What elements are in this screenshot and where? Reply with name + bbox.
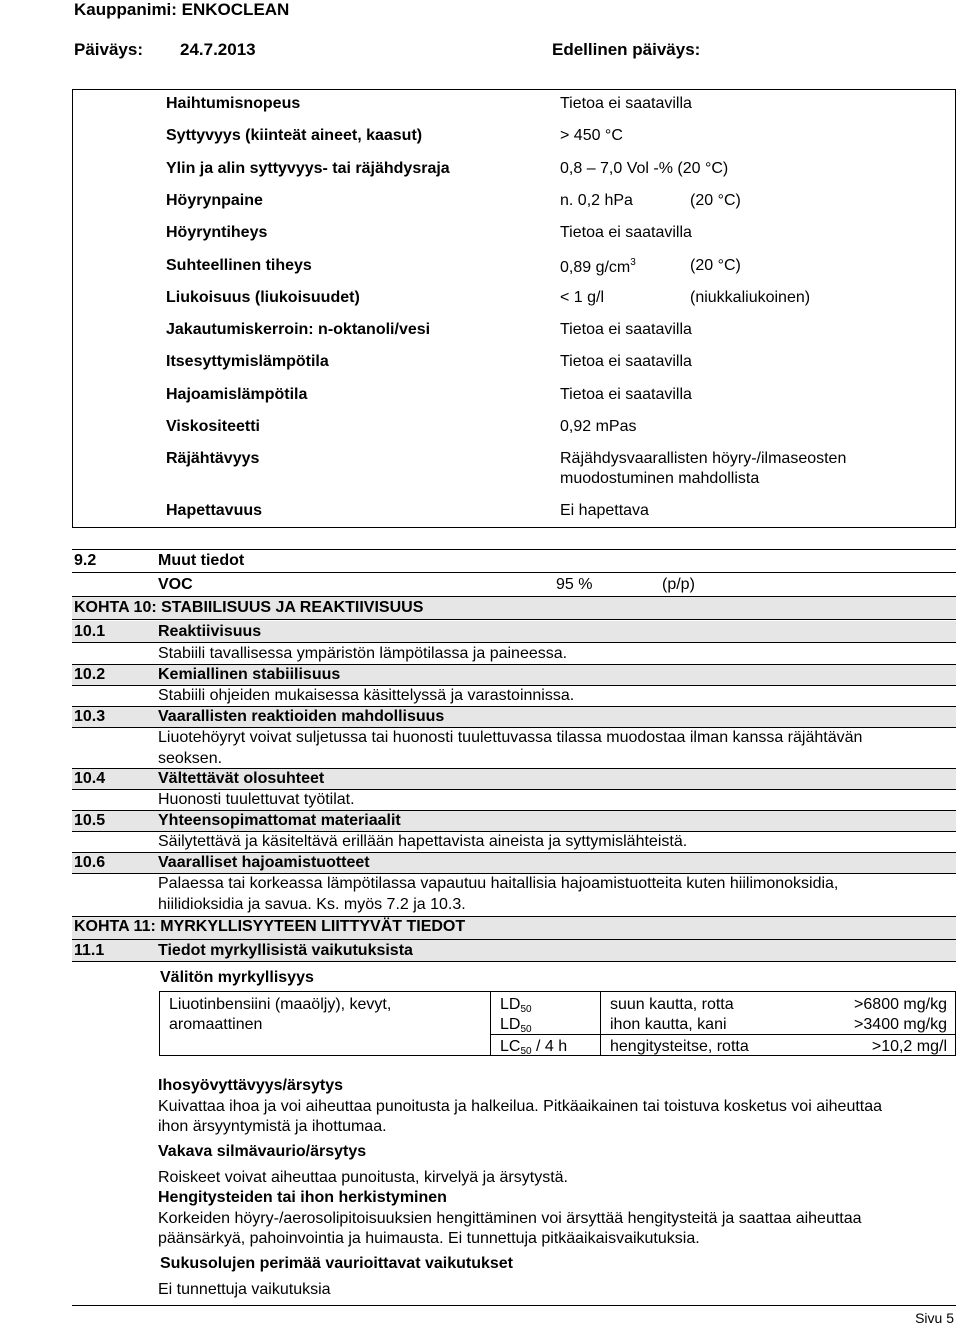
effect-title: Sukusolujen perimää vaurioittavat vaikutukset [160, 1255, 514, 1272]
tox-route: suun kautta, rotta [610, 996, 734, 1013]
section-title: Muut tiedot [158, 552, 245, 569]
property-value: 0,8 – 7,0 Vol -% (20 °C) [560, 160, 729, 177]
subsection-number: 10.5 [74, 812, 106, 829]
property-label: Viskositeetti [166, 418, 260, 435]
property-value: 0,92 mPas [560, 418, 637, 435]
tox-test-subscript: 50 [520, 1046, 532, 1057]
tox-test [500, 996, 532, 1015]
tox-test-name: LC [500, 1038, 521, 1055]
property-value: Tietoa ei saatavilla [560, 95, 692, 112]
subsection-title: Yhteensopimattomat materiaalit [158, 812, 401, 829]
tox-route: ihon kautta, kani [610, 1016, 727, 1033]
subsection-text: Säilytettävä ja käsiteltävä erillään hapettavista aineista ja syttymislähteistä. [158, 833, 688, 850]
previous-date-label: Edellinen päiväys: [552, 40, 701, 59]
property-label: Syttyvyys (kiinteät aineet, kaasut) [166, 127, 423, 144]
tox-test-name: LD [500, 996, 521, 1013]
date-label: Päiväys: [74, 40, 143, 59]
effect-title: Vakava silmävaurio/ärsytys [158, 1143, 367, 1160]
substance-name-continued: aromaattinen [169, 1016, 263, 1033]
tox-test [500, 1016, 532, 1035]
toxicity-table [159, 991, 956, 1056]
tox-test [500, 1038, 567, 1057]
subsection-number: 10.1 [74, 623, 106, 640]
column-divider [490, 992, 491, 1055]
property-label: Hapettavuus [166, 502, 263, 519]
row-divider [490, 1034, 955, 1035]
subsection-text: hiilidioksidia ja savua. Ks. myös 7.2 ja 10.3. [158, 896, 466, 913]
subsection-text: Palaessa tai korkeassa lämpötilassa vapautuu haitallisia hajoamistuotteita kuten hiilimonoksidia, [158, 875, 839, 892]
effect-title: Hengitysteiden tai ihon herkistyminen [158, 1189, 447, 1206]
property-label: Liukoisuus (liukoisuudet) [166, 289, 360, 306]
property-label: Haihtumisnopeus [166, 95, 301, 112]
divider [72, 572, 956, 573]
property-condition: (20 °C) [690, 257, 741, 274]
tox-test-subscript: 50 [520, 1024, 532, 1035]
property-value: < 1 g/l [560, 289, 605, 306]
subsection-text: Liuotehöyryt voivat suljetussa tai huonosti tuulettuvassa tilassa muodostaa ilman kanssa räjähtävän [158, 729, 863, 746]
subsection-number: 10.4 [74, 770, 106, 787]
trade-name: Kauppanimi: ENKOCLEAN [74, 0, 290, 19]
voc-label: VOC [158, 576, 193, 593]
voc-value: 95 % [556, 576, 593, 593]
property-value: > 450 °C [560, 127, 623, 144]
property-label: Höyryntiheys [166, 224, 268, 241]
divider [72, 549, 956, 550]
property-value: Tietoa ei saatavilla [560, 353, 692, 370]
effect-title: Ihosyövyttävyys/ärsytys [158, 1077, 343, 1094]
effect-text: Roiskeet voivat aiheuttaa punoitusta, kirvelyä ja ärsytystä. [158, 1169, 568, 1186]
footer-divider [72, 1305, 956, 1306]
voc-unit: (p/p) [662, 576, 695, 593]
property-value: Tietoa ei saatavilla [560, 321, 692, 338]
date-value: 24.7.2013 [180, 40, 256, 59]
tox-test-name: LD [500, 1016, 521, 1033]
property-label: Jakautumiskerroin: n-oktanoli/vesi [166, 321, 431, 338]
property-value: Tietoa ei saatavilla [560, 224, 692, 241]
tox-value: >6800 mg/kg [854, 996, 947, 1013]
subsection-text: seoksen. [158, 750, 223, 767]
density-value: 0,89 g/cm [560, 259, 631, 276]
subsection-number: 10.6 [74, 854, 106, 871]
effect-text: Ei tunnettuja vaikutuksia [158, 1281, 331, 1298]
effect-text: Kuivattaa ihoa ja voi aiheuttaa punoitusta ja halkeilua. Pitkäaikainen tai toistuva kosketus voi aiheuttaa [158, 1098, 883, 1115]
subsection-number: 10.3 [74, 708, 106, 725]
property-label: Itsesyttymislämpötila [166, 353, 329, 370]
tox-value: >3400 mg/kg [854, 1016, 947, 1033]
subsection-text: Stabiili tavallisessa ympäristön lämpötilassa ja paineessa. [158, 645, 568, 662]
section-11-title: KOHTA 11: MYRKYLLISYYTEEN LIITTYVÄT TIEDOT [74, 918, 466, 935]
subsection-number: 10.2 [74, 666, 106, 683]
property-value: Tietoa ei saatavilla [560, 386, 692, 403]
subsection-title: Vaarallisten reaktioiden mahdollisuus [158, 708, 445, 725]
section-10-title: KOHTA 10: STABIILISUUS JA REAKTIIVISUUS [74, 599, 424, 616]
acute-toxicity-title: Välitön myrkyllisyys [160, 969, 314, 986]
property-value: Räjähdysvaarallisten höyry-/ilmaseosten [560, 450, 847, 467]
property-condition: (niukkaliukoinen) [690, 289, 811, 306]
column-divider [600, 992, 601, 1055]
subsection-title: Kemiallinen stabiilisuus [158, 666, 341, 683]
property-condition: (20 °C) [690, 192, 741, 209]
property-label: Höyrynpaine [166, 192, 263, 209]
effect-text: päänsärkyä, pahoinvointia ja huimausta. Ei tunnettuja pitkäaikaisvaikutuksia. [158, 1230, 700, 1247]
property-value-continued: muodostuminen mahdollista [560, 470, 760, 487]
subsection-title: Vältettävät olosuhteet [158, 770, 325, 787]
effect-text: ihon ärsyyntymistä ja ihottumaa. [158, 1118, 387, 1135]
property-label: Räjähtävyys [166, 450, 260, 467]
property-value [560, 257, 636, 277]
property-label: Suhteellinen tiheys [166, 257, 312, 274]
effect-text: Korkeiden höyry-/aerosolipitoisuuksien hengittäminen voi ärsyttää hengitysteitä ja saattaa aiheuttaa [158, 1210, 862, 1227]
property-value: Ei hapettava [560, 502, 649, 519]
tox-test-suffix: / 4 h [531, 1038, 568, 1055]
subsection-number: 11.1 [74, 942, 105, 959]
tox-value: >10,2 mg/l [871, 1038, 947, 1055]
subsection-title: Vaaralliset hajoamistuotteet [158, 854, 370, 871]
tox-route: hengitysteitse, rotta [610, 1038, 749, 1055]
subsection-text: Huonosti tuulettuvat työtilat. [158, 791, 355, 808]
property-label: Hajoamislämpötila [166, 386, 308, 403]
section-number: 9.2 [74, 552, 97, 569]
property-label: Ylin ja alin syttyvyys- tai räjähdysraja [166, 160, 450, 177]
page-number: Sivu 5 [915, 1310, 954, 1326]
subsection-title: Reaktiivisuus [158, 623, 262, 640]
subsection-title: Tiedot myrkyllisistä vaikutuksista [158, 942, 413, 959]
substance-name: Liuotinbensiini (maaöljy), kevyt, [169, 996, 392, 1013]
subsection-text: Stabiili ohjeiden mukaisessa käsittelyssä ja varastoinnissa. [158, 687, 575, 704]
density-exponent: 3 [630, 257, 636, 268]
property-value: n. 0,2 hPa [560, 192, 633, 209]
tox-test-subscript: 50 [520, 1004, 532, 1015]
